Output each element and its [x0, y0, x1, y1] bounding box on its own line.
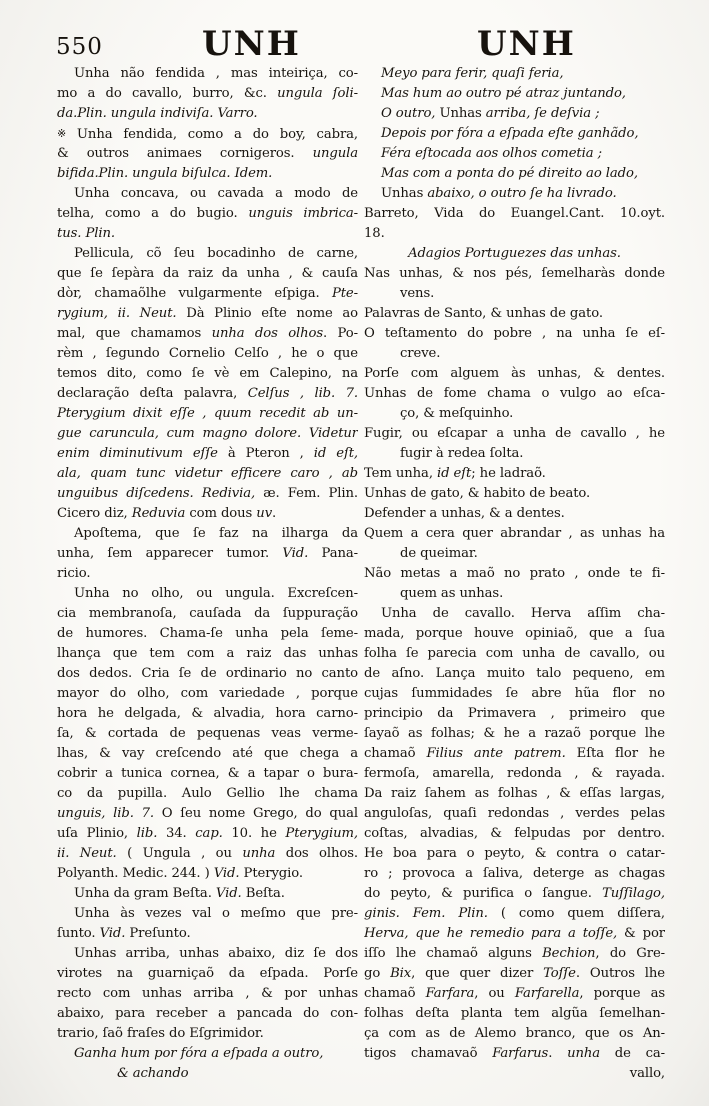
- text-line: que ſe ſepàra da raiz da unha , & cauſa: [57, 266, 358, 281]
- text-line: telha, como a do bugio. unguis imbrica-: [57, 206, 358, 221]
- text-line: go Bix, que quer dizer Toſſe. Outros lhe: [364, 966, 665, 981]
- text-line: ala, quam tunc videtur efficere caro , ab: [57, 466, 358, 481]
- text-line: ço, & meſquinho.: [400, 406, 514, 421]
- text-line: Palavras de Santo, & unhas de gato.: [364, 306, 603, 321]
- right-column: [364, 64, 665, 1084]
- text-line: unha, ſem apparecer tumor. Vid. Pana-: [57, 546, 358, 561]
- text-line: Mas hum ao outro pé atraz juntando,: [381, 86, 626, 101]
- text-line: iſſo lhe chamaõ alguns Bechion, do Gre-: [364, 946, 665, 961]
- text-line: ſunto. Vid. Preſunto.: [57, 926, 191, 941]
- text-line: Unha no olho, ou ungula. Excreſcen-: [74, 586, 358, 601]
- text-line: virotes na guarniçaõ da eſpada. Porſe: [57, 966, 358, 981]
- text-line: de humores. Chama-ſe unha pela ſeme-: [57, 626, 358, 641]
- text-line: Mas com a ponta do pé direito ao lado,: [381, 166, 638, 181]
- text-line: recto com unhas arriba , & por unhas: [57, 986, 358, 1001]
- text-line: trario, ſaõ fraſes do Eſgrimidor.: [57, 1026, 264, 1041]
- text-line: Unha da gram Beſta. Vid. Beſta.: [74, 886, 285, 901]
- text-line: Unhas abaixo, o outro ſe ha livrado.: [381, 186, 617, 201]
- text-line: ro ; provoca a ſaliva, deterge as chagas: [364, 866, 665, 881]
- text-line: mada, porque houve opiniaõ, que a ſua: [364, 626, 665, 641]
- text-line: de queimar.: [400, 546, 478, 561]
- text-line: ſayaõ as folhas; & he a razaõ porque lhe: [364, 726, 665, 741]
- text-line: unguis, lib. 7. O ſeu nome Grego, do qual: [57, 806, 358, 821]
- text-line: Fugir, ou eſcapar a unha de cavallo , he: [364, 426, 665, 441]
- text-line: bifida.Plin. ungula biſulca. Idem.: [57, 166, 273, 181]
- text-line: Da raiz ſahem as folhas , & eſſas largas,: [364, 786, 665, 801]
- text-line: Meyo para ferir, quaſi feria,: [381, 66, 564, 81]
- text-line: ricio.: [57, 566, 91, 581]
- text-line: coſtas, alvadias, & felpudas por dentro.: [364, 826, 665, 841]
- text-line: de aſno. Lança muito talo pequeno, em: [364, 666, 665, 681]
- text-line: creve.: [400, 346, 441, 361]
- text-line: cobrir a tunica cornea, & a tapar o bura-: [57, 766, 358, 781]
- text-line: Unha não fendida , mas inteiriça, co-: [74, 66, 358, 81]
- text-line: chamaõ Filius ante patrem. Eſta flor he: [364, 746, 665, 761]
- text-line: declaração deſta palavra, Celſus , lib. 7.: [57, 386, 358, 401]
- text-line: mo a do cavallo, burro, &c. ungula ſoli-: [57, 86, 358, 101]
- text-line: enim diminutivum eſſe à Pteron , id eſt,: [57, 446, 358, 461]
- text-line: Apoſtema, que ſe faz na ilharga da: [74, 526, 358, 541]
- text-line: fugir à redea ſolta.: [400, 446, 524, 461]
- text-line: tigos chamavaõ Farfarus. unha de ca-: [364, 1046, 665, 1061]
- text-line: Não metas a maõ no prato , onde te fi-: [364, 566, 665, 581]
- text-line: mal, que chamamos unha dos olhos. Po-: [57, 326, 358, 341]
- text-line: principio da Primavera , primeiro que: [364, 706, 665, 721]
- text-line: ça com as de Alemo branco, que os An-: [364, 1026, 665, 1041]
- text-line: temos dito, como ſe vè em Calepino, na: [57, 366, 358, 381]
- text-line: Quem a cera quer abrandar , as unhas ha: [364, 526, 665, 541]
- text-line: Unhas de gato, & habito de beato.: [364, 486, 591, 501]
- text-line: Unha concava, ou cavada a modo de: [74, 186, 358, 201]
- text-line: folhas deſta planta tem algũa ſemelhan-: [364, 1006, 665, 1021]
- text-line: Ganha hum por fóra a eſpada a outro,: [74, 1046, 324, 1061]
- text-line: 18.: [364, 226, 385, 241]
- text-line: ginis. Fem. Plin. ( como quem diſſera,: [364, 906, 665, 921]
- text-line: cia membranoſa, cauſada da ſuppuração: [57, 606, 358, 621]
- text-line: quem as unhas.: [400, 586, 504, 601]
- text-line: & achando: [117, 1066, 189, 1081]
- text-line: Unha de cavallo. Herva aſſim cha-: [381, 606, 665, 621]
- text-line: O teſtamento do pobre , na unha ſe eſ-: [364, 326, 665, 341]
- text-line: unguibus diſcedens. Redivia, æ. Fem. Plin.: [57, 486, 358, 501]
- text-line: Adagios Portuguezes das unhas.: [408, 246, 621, 261]
- running-head-right: UNH: [477, 24, 576, 64]
- text-line: tus. Plin.: [57, 226, 115, 241]
- text-line: dòr, chamaõlhe vulgarmente eſpiga. Pte-: [57, 286, 358, 301]
- text-line: folha ſe parecia com unha de cavallo, ou: [364, 646, 665, 661]
- text-line: Féra eſtocada aos olhos cometia ;: [381, 146, 602, 161]
- text-line: O outro, Unhas arriba, ſe deſvia ;: [381, 106, 600, 121]
- text-line: Tem unha, id eſt; he ladraõ.: [364, 466, 546, 481]
- text-line: & outros animaes cornigeros. ungula: [57, 146, 358, 161]
- text-line: Unhas arriba, unhas abaixo, diz ſe dos: [74, 946, 358, 961]
- text-line: uſa Plinio, lib. 34. cap. 10. he Pterygium,: [57, 826, 358, 841]
- text-line: abaixo, para receber a pancada do con-: [57, 1006, 358, 1021]
- text-line: Unha às vezes val o meſmo que pre-: [74, 906, 358, 921]
- text-line: fermoſa, amarella, redonda , & rayada.: [364, 766, 665, 781]
- text-line: Cicero diz, Reduvia com dous uv.: [57, 506, 277, 521]
- text-line: anguloſas, quaſi redondas , verdes pelas: [364, 806, 665, 821]
- text-line: lhança que tem com a raiz das unhas: [57, 646, 358, 661]
- text-line: Polyanth. Medic. 244. ) Vid. Pterygio.: [57, 866, 303, 881]
- text-line: gue caruncula, cum magno dolore. Videtur: [57, 426, 358, 441]
- text-line: Pellicula, cõ ſeu bocadinho de carne,: [74, 246, 358, 261]
- text-line: mayor do olho, com variedade , porque: [57, 686, 358, 701]
- text-line: Barreto, Vida do Euangel.Cant. 10.oyt.: [364, 206, 665, 221]
- running-head-left: UNH: [202, 24, 301, 64]
- text-line: Herva, que he remedio para a toſſe, & por: [364, 926, 665, 941]
- text-line: Nas unhas, & nos pés, ſemelharàs donde: [364, 266, 665, 281]
- page-number: 550: [56, 34, 103, 60]
- text-line: hora he delgada, & alvadia, hora carno-: [57, 706, 358, 721]
- text-line: lhas, & vay creſcendo até que chega a: [57, 746, 358, 761]
- text-line: Defender a unhas, & a dentes.: [364, 506, 565, 521]
- text-line: cujas ſummidades ſe abre hũa flor no: [364, 686, 665, 701]
- text-line: Depois por fóra a eſpada eſte ganhãdo,: [381, 126, 639, 141]
- text-line: Unhas de fome chama o vulgo ao eſca-: [364, 386, 665, 401]
- text-line: ※ Unha fendida, como a do boy, cabra,: [57, 127, 358, 142]
- text-line: dos dedos. Cria ſe de ordinario no canto: [57, 666, 358, 681]
- text-line: vens.: [400, 286, 435, 301]
- text-line: Porſe com alguem às unhas, & dentes.: [364, 366, 665, 381]
- left-column: [57, 64, 358, 1084]
- text-line: ii. Neut. ( Ungula , ou unha dos olhos.: [57, 846, 358, 861]
- text-line: vallo,: [629, 1066, 665, 1081]
- text-line: rèm , ſegundo Cornelio Celſo , he o que: [57, 346, 358, 361]
- text-line: da.Plin. ungula indiviſa. Varro.: [57, 106, 258, 121]
- paragraph-ornament-icon: ※: [57, 127, 73, 140]
- text-line: do peyto, & purifica o ſangue. Tuſſilago,: [364, 886, 665, 901]
- text-line: He boa para o peyto, & contra o catar-: [364, 846, 665, 861]
- text-line: rygium, ii. Neut. Dà Plinio eſte nome ao: [57, 306, 358, 321]
- text-line: Pterygium dixit eſſe , quum recedit ab un-: [57, 406, 358, 421]
- text-line: chamaõ Farfara, ou Farfarella, porque as: [364, 986, 665, 1001]
- text-line: co da pupilla. Aulo Gellio lhe chama: [57, 786, 358, 801]
- text-line: ſa, & cortada de pequenas veas verme-: [57, 726, 358, 741]
